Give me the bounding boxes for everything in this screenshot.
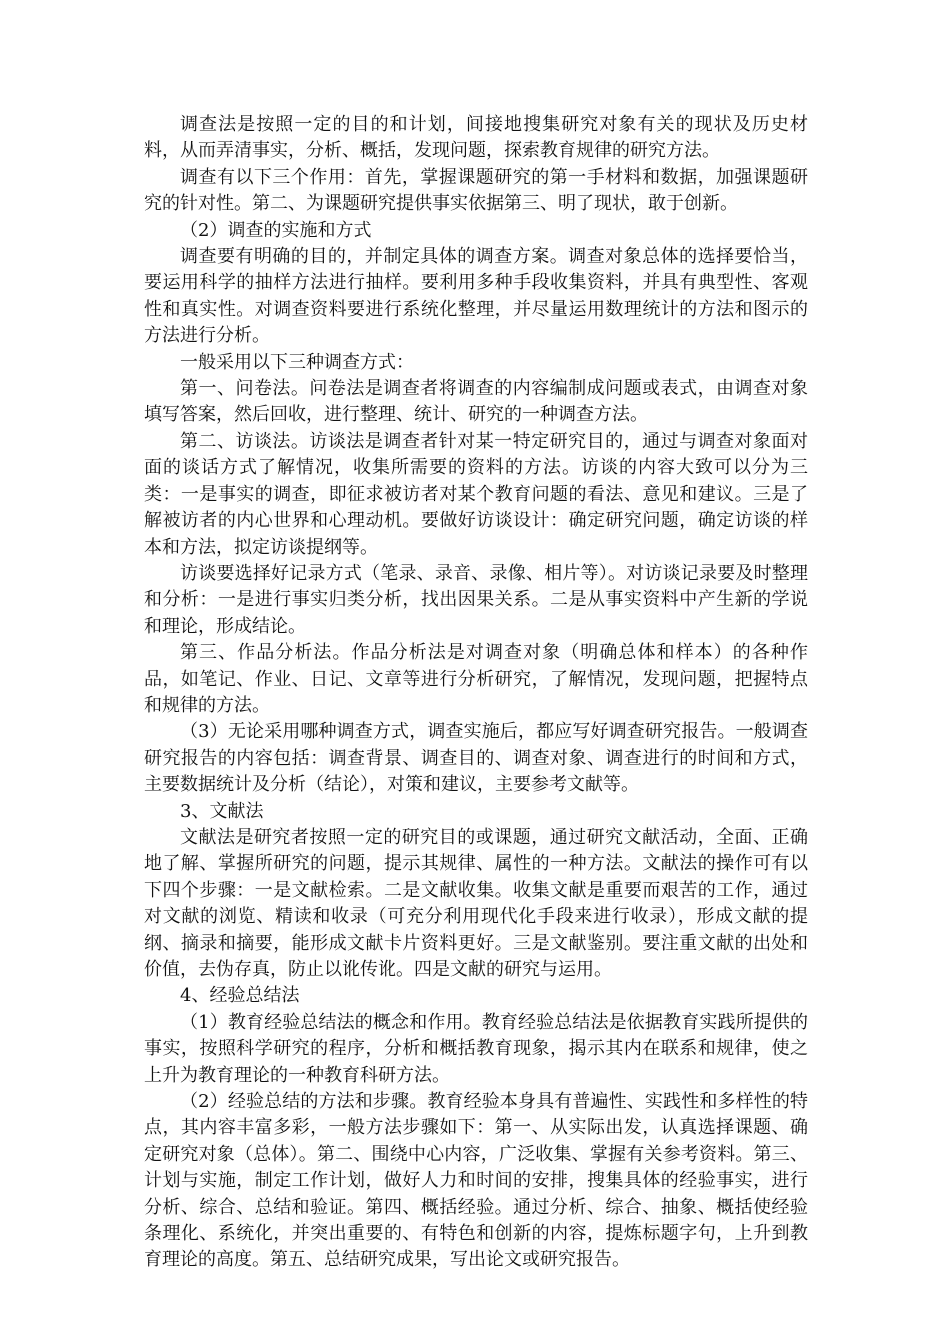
paragraph-questionnaire: 第一、问卷法。问卷法是调查者将调查的内容编制成问题或表式，由调查对象填写答案，然后回收，进行整理、统计、研究的一种调查方法。	[144, 378, 808, 426]
paragraph-survey-functions: 调查有以下三个作用：首先，掌握课题研究的第一手材料和数据，加强课题研究的针对性。第二、为课题研究提供事实依据第三、明了现状，敢于创新。	[144, 166, 808, 215]
paragraph-survey-definition: 调查法是按照一定的目的和计划，间接地搜集研究对象有关的现状及历史材料，从而弄清事实，分析、概括，发现问题，探索教育规律的研究方法。	[144, 114, 808, 162]
paragraph-interview-records: 访谈要选择好记录方式（笔录、录音、录像、相片等）。对访谈记录要及时整理和分析：一是进行事实归类分析，找出因果关系。二是从事实资料中产生新的学说和理论，形成结论。	[144, 562, 808, 637]
paragraph-survey-methods-intro: 一般采用以下三种调查方式：	[180, 351, 414, 373]
document-page	[144, 112, 808, 1274]
paragraph-work-analysis: 第三、作品分析法。作品分析法是对调查对象（明确总体和样本）的各种作品，如笔记、作业、日记、文章等进行分析研究，了解情况，发现问题，把握特点和规律的方法。	[144, 642, 808, 716]
paragraph-interview: 第二、访谈法。访谈法是调查者针对某一特定研究目的，通过与调查对象面对面的谈话方式了解情况，收集所需要的资料的方法。访谈的内容大致可以分为三类：一是事实的调查，即征求被访者对某个教育问题的看法、意见和建议。三是了解被访者的内心世界和心理动机。要做好访谈设计：确定研究问题，确定访谈的样本和方法，拟定访谈提纲等。	[144, 430, 808, 558]
paragraph-survey-plan: 调查要有明确的目的，并制定具体的调查方案。调查对象总体的选择要恰当，要运用科学的抽样方法进行抽样。要利用多种手段收集资料，并具有典型性、客观性和真实性。对调查资料要进行系统化整理，并尽量运用数理统计的方法和图示的方法进行分析。	[144, 246, 808, 347]
paragraph-experience-concept: （1）教育经验总结法的概念和作用。教育经验总结法是依据教育实践所提供的事实，按照科学研究的程序，分析和概括教育现象，揭示其内在联系和规律，使之上升为教育理论的一种教育科研方法。	[144, 1011, 808, 1086]
heading-experience-summary: 4、经验总结法	[180, 985, 300, 1007]
heading-literature-method: 3、文献法	[180, 800, 264, 822]
heading-survey-implementation: （2）调查的实施和方式	[180, 219, 372, 241]
paragraph-experience-steps: （2）经验总结的方法和步骤。教育经验本身具有普遍性、实践性和多样性的特点，其内容丰富多彩，一般方法步骤如下：第一、从实际出发，认真选择课题、确定研究对象（总体）。第二、围绕中心内容，广泛收集、掌握有关参考资料。第三、计划与实施，制定工作计划，做好人力和时间的安排，搜集具体的经验事实，进行分析、综合、总结和验证。第四、概括经验。通过分析、综合、抽象、概括使经验条理化、系统化，并突出重要的、有特色和创新的内容，提炼标题字句，上升到教育理论的高度。第五、总结研究成果，写出论文或研究报告。	[144, 1091, 808, 1271]
paragraph-survey-report: （3）无论采用哪种调查方式，调查实施后，都应写好调查研究报告。一般调查研究报告的内容包括：调查背景、调查目的、调查对象、调查进行的时间和方式，主要数据统计及分析（结论），对策和建议，主要参考文献等。	[144, 721, 808, 796]
paragraph-literature-method: 文献法是研究者按照一定的研究目的或课题，通过研究文献活动，全面、正确地了解、掌握所研究的问题，提示其规律、属性的一种方法。文献法的操作可有以下四个步骤：一是文献检索。二是文献收集。收集文献是重要而艰苦的工作，通过对文献的浏览、精读和收录（可充分利用现代化手段来进行收录），形成文献的提纲、摘录和摘要，能形成文献卡片资料更好。三是文献鉴别。要注重文献的出处和价值，去伪存真，防止以讹传讹。四是文献的研究与运用。	[144, 826, 808, 980]
